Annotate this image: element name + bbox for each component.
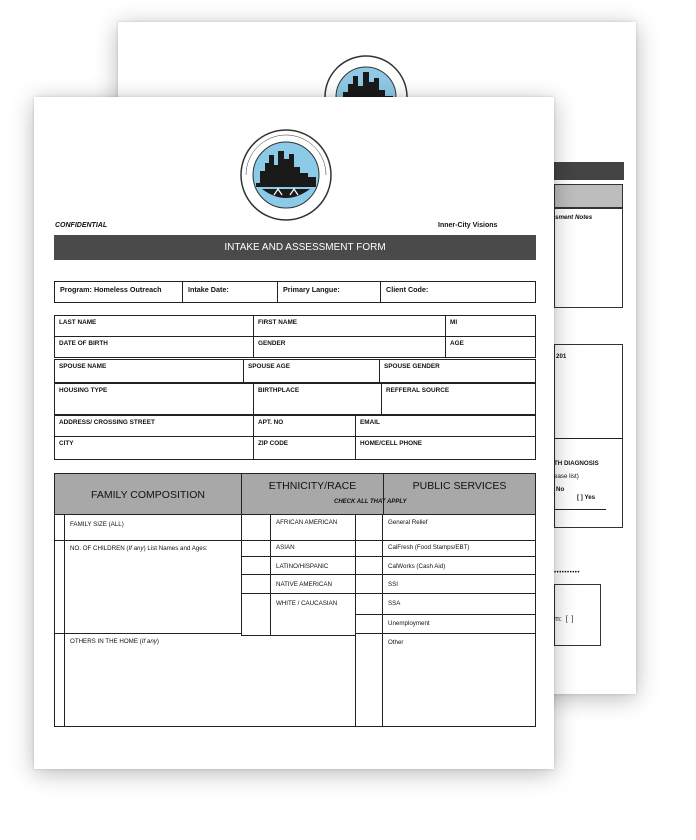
others-label-italic: If any <box>141 638 157 645</box>
family-size-label[interactable]: FAMILY SIZE (ALL) <box>70 521 124 528</box>
family-row-1 <box>54 540 242 541</box>
services-row-2 <box>355 556 536 557</box>
services-left-border <box>355 514 356 727</box>
back-form-fragment: m: [ ] <box>554 616 574 623</box>
family-composition-header: FAMILY COMPOSITION <box>54 473 242 515</box>
ethnicity-option[interactable]: ASIAN <box>276 544 295 551</box>
public-services-heading: PUBLIC SERVICES <box>412 480 507 492</box>
back-divider <box>554 438 623 439</box>
services-check-divider <box>382 514 383 727</box>
children-label-italic: If any <box>128 545 144 552</box>
family-row-2 <box>54 633 242 634</box>
back-answer-line <box>554 509 606 510</box>
email-field[interactable]: EMAIL <box>355 415 536 437</box>
others-label[interactable] <box>70 638 159 645</box>
primary-language-field[interactable]: Primary Langue: <box>277 281 381 303</box>
service-option[interactable]: CalFresh (Food Stamps/EBT) <box>388 544 470 551</box>
intake-date-field[interactable]: Intake Date: <box>182 281 278 303</box>
back-dots: •••••••••• <box>554 570 581 576</box>
service-option[interactable]: General Relief <box>388 519 428 526</box>
children-label-end: ) List Names and Ages: <box>143 545 208 552</box>
form-title-bar <box>54 235 536 260</box>
back-answer-no: No <box>556 486 565 493</box>
service-option[interactable]: Other <box>388 639 404 646</box>
form-title: INTAKE AND ASSESSMENT FORM <box>224 242 386 253</box>
back-year: 201 <box>556 353 567 360</box>
organization-name: Inner-City Visions <box>438 222 498 229</box>
spouse-age-field[interactable]: SPOUSE AGE <box>243 359 380 383</box>
last-name-field[interactable]: LAST NAME <box>54 315 254 337</box>
mi-field[interactable]: MI <box>445 315 536 337</box>
others-label-start: OTHERS IN THE HOME ( <box>70 638 142 645</box>
address-field[interactable]: ADDRESS/ CROSSING STREET <box>54 415 254 437</box>
family-check-divider <box>64 514 65 727</box>
city-field[interactable]: CITY <box>54 436 254 460</box>
referral-source-field[interactable]: REFFERAL SOURCE <box>381 383 536 415</box>
back-diagnosis-list: ease list) <box>554 473 579 480</box>
services-row-4 <box>355 593 536 594</box>
ethnicity-option[interactable]: AFRICAN AMERICAN <box>276 519 338 526</box>
service-option[interactable]: CalWorks (Cash Aid) <box>388 563 446 570</box>
program-field[interactable]: Program: Homeless Outreach <box>54 281 183 303</box>
back-assessment-notes: sment Notes <box>555 214 593 221</box>
service-option[interactable]: SSI <box>388 581 398 588</box>
back-notes-box <box>554 208 623 308</box>
date-of-birth-field[interactable]: DATE OF BIRTH <box>54 336 254 358</box>
children-label[interactable] <box>70 545 208 552</box>
services-row-3 <box>355 574 536 575</box>
back-bottom-box <box>554 584 601 646</box>
ethnicity-header <box>241 473 384 515</box>
client-code-field[interactable]: Client Code: <box>380 281 536 303</box>
services-row-1 <box>355 540 536 541</box>
gender-field[interactable]: GENDER <box>253 336 446 358</box>
service-option[interactable]: Unemployment <box>388 620 430 627</box>
ethnicity-row-1 <box>241 540 355 541</box>
ethnicity-row-3 <box>241 574 355 575</box>
housing-type-field[interactable]: HOUSING TYPE <box>54 383 254 415</box>
check-all-label: CHECK ALL THAT APPLY <box>334 499 407 505</box>
ethnicity-option[interactable]: WHITE / CAUCASIAN <box>276 600 338 607</box>
back-header-bar <box>554 162 624 180</box>
services-row-5 <box>355 614 536 615</box>
service-option[interactable]: SSA <box>388 600 401 607</box>
zip-code-field[interactable]: ZIP CODE <box>253 436 356 460</box>
ethnicity-heading: ETHNICITY/RACE <box>268 480 357 492</box>
back-gray-bar <box>554 184 623 208</box>
back-answer-yes: [ ] Yes <box>577 494 596 501</box>
phone-field[interactable]: HOME/CELL PHONE <box>355 436 536 460</box>
organization-logo <box>240 129 332 221</box>
ethnicity-row-5 <box>241 635 355 636</box>
public-services-header <box>383 473 536 515</box>
ethnicity-option[interactable]: NATIVE AMERICAN <box>276 581 332 588</box>
services-row-6 <box>355 633 536 634</box>
birthplace-field[interactable]: BIRTHPLACE <box>253 383 382 415</box>
confidential-label: CONFIDENTIAL <box>55 222 108 229</box>
ethnicity-row-2 <box>241 556 355 557</box>
ethnicity-row-4 <box>241 593 355 594</box>
age-field[interactable]: AGE <box>445 336 536 358</box>
spouse-name-field[interactable]: SPOUSE NAME <box>54 359 244 383</box>
others-label-end: ) <box>156 638 159 645</box>
children-label-start: NO. OF CHILDREN ( <box>70 545 129 552</box>
apt-no-field[interactable]: APT. NO <box>253 415 356 437</box>
front-page <box>34 97 554 769</box>
spouse-gender-field[interactable]: SPOUSE GENDER <box>379 359 536 383</box>
first-name-field[interactable]: FIRST NAME <box>253 315 446 337</box>
back-diagnosis-heading: TH DIAGNOSIS <box>554 460 599 467</box>
ethnicity-option[interactable]: LATINO/HISPANIC <box>276 563 329 570</box>
